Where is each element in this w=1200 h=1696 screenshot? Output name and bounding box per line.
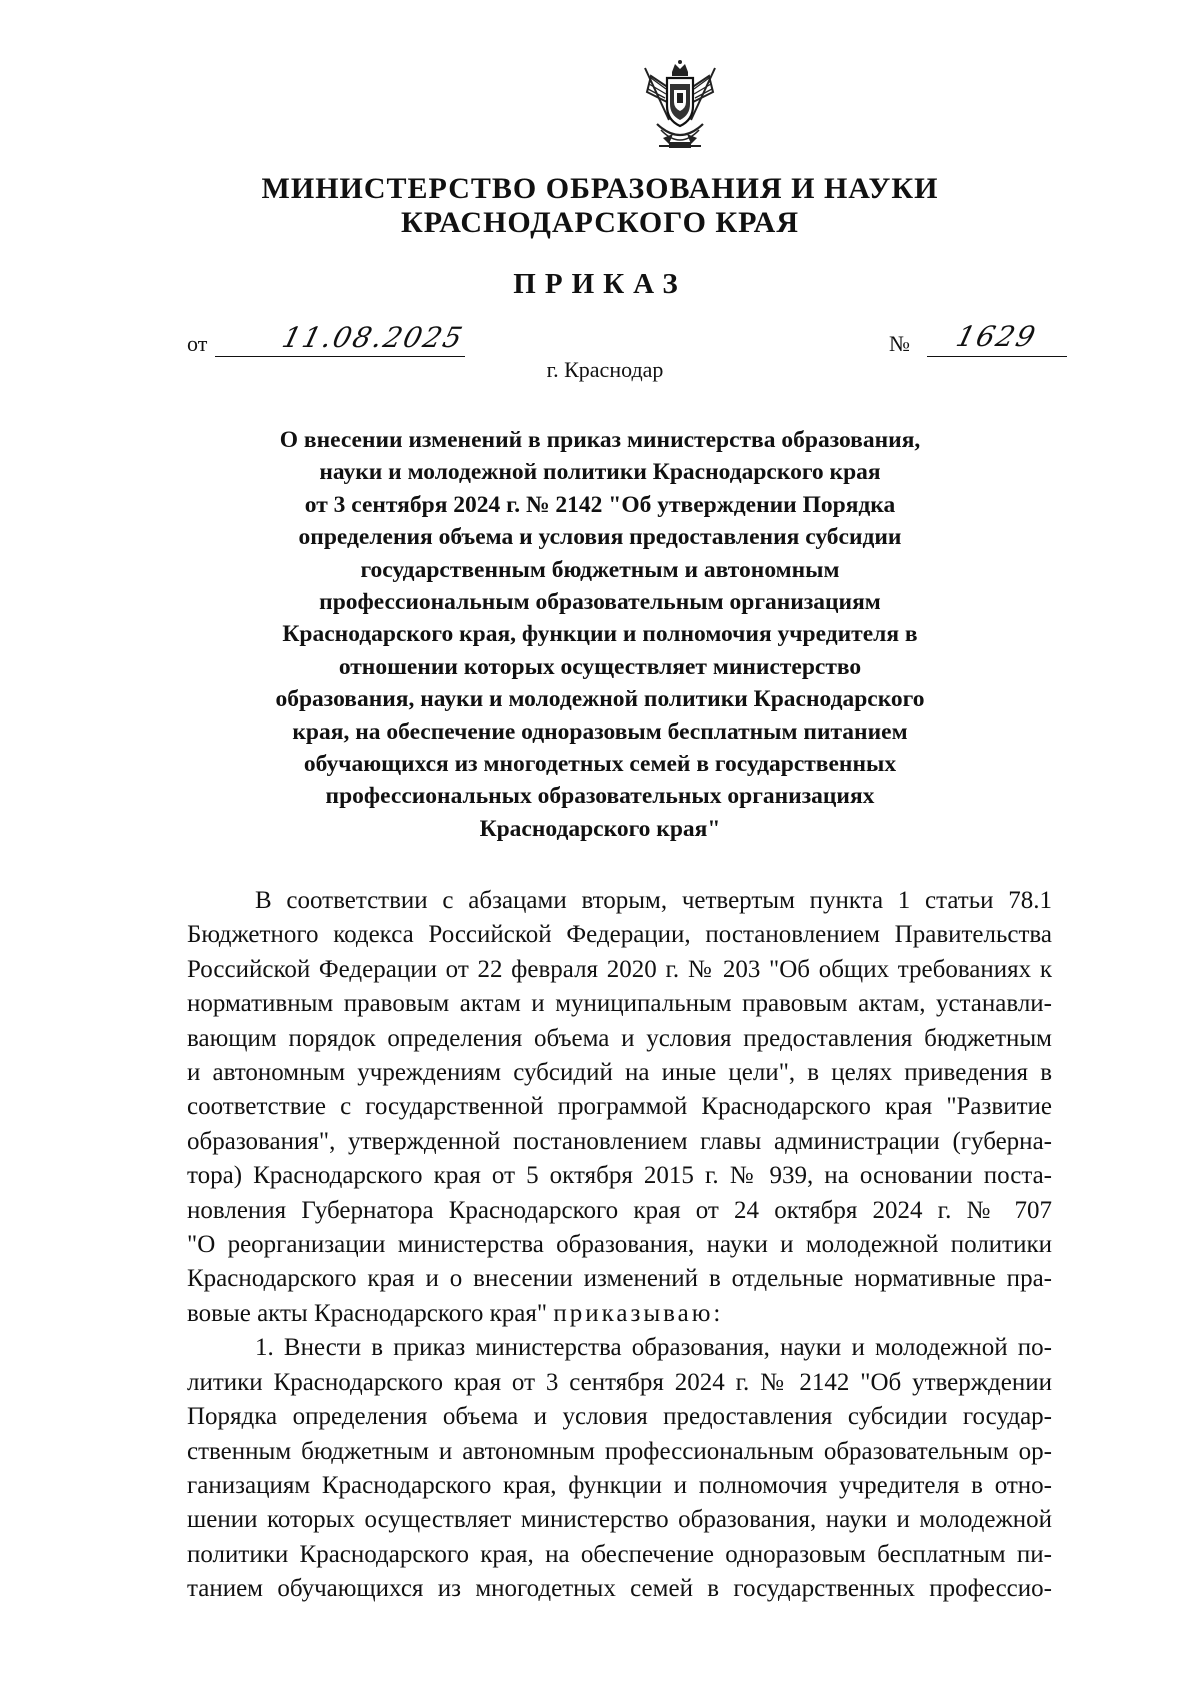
subject-line: науки и молодежной политики Краснодарского края	[319, 459, 881, 486]
subject-line: от 3 сентября 2024 г. № 2142 "Об утверждении Порядка	[304, 491, 896, 518]
preamble-line: Российской Федерации от 22 февраля 2020 г. № 203 "Об общих требованиях к	[187, 955, 1052, 983]
document-body	[187, 884, 1052, 1607]
subject-line: О внесении изменений в приказ министерства образования,	[279, 427, 921, 453]
preamble-line: Бюджетного кодекса Российской Федерации, постановлением Правительства	[187, 921, 1052, 949]
subject-line: отношении которых осуществляет министерство	[338, 653, 862, 680]
number-prefix: №	[889, 331, 910, 356]
item-1-line: танием обучающихся из многодетных семей в государственных профессио-	[187, 1575, 1052, 1603]
ministry-name	[200, 172, 1000, 240]
preamble-last-line	[187, 1297, 1052, 1331]
order-word: приказываю:	[553, 1299, 724, 1327]
subject-line: края, на обеспечение одноразовым бесплатным питанием	[292, 718, 908, 745]
subject-line: профессиональным образовательным организациям	[319, 589, 881, 616]
item-1-line: ственным бюджетным и автономным профессиональным образовательным ор-	[187, 1437, 1052, 1465]
preamble-line: Краснодарского края и о внесении изменений в отдельные нормативные пра-	[187, 1265, 1052, 1293]
preamble-line: нормативным правовым актам и муниципальным правовым актам, устанавли-	[187, 990, 1052, 1018]
preamble-line: тора) Краснодарского края от 5 октября 2015 г. № 939, на основании поста-	[187, 1162, 1052, 1190]
preamble-line: новления Губернатора Краснодарского края от 24 октября 2024 г. № 707	[187, 1196, 1052, 1224]
preamble-line: соответствие с государственной программой Краснодарского края "Развитие	[187, 1093, 1052, 1121]
subject-line: Краснодарского края"	[479, 815, 721, 842]
city-name: г. Краснодар	[546, 357, 664, 382]
preamble-line: "О реорганизации министерства образования, науки и молодежной политики	[187, 1231, 1052, 1259]
number-underline	[927, 356, 1067, 357]
subject-line: определения объема и условия предоставления субсидии	[298, 524, 902, 551]
preamble-last-text: вовые акты Краснодарского края"	[187, 1299, 548, 1327]
subject-line: государственным бюджетным и автономным	[360, 556, 840, 583]
subject-line: Краснодарского края, функции и полномочия учредителя в	[282, 621, 918, 648]
ministry-name-line-1: МИНИСТЕРСТВО ОБРАЗОВАНИЯ И НАУКИ	[261, 172, 939, 205]
item-1-line: 1. Внести в приказ министерства образования, науки и молодежной по-	[255, 1334, 1052, 1362]
item-1-line: политики Краснодарского края, на обеспечение одноразовым бесплатным пи-	[187, 1540, 1052, 1568]
preamble-line: В соответствии с абзацами вторым, четвертым пункта 1 статьи 78.1	[255, 887, 1052, 914]
item-1-line: ганизациям Краснодарского края, функции и полномочия учредителя в отно-	[187, 1471, 1052, 1499]
handwritten-number: 1629	[952, 320, 1041, 353]
subject-line: обучающихся из многодетных семей в государственных	[303, 751, 897, 778]
ministry-name-line-2: КРАСНОДАРСКОГО КРАЯ	[401, 206, 799, 239]
subject-line: профессиональных образовательных организациях	[325, 783, 875, 810]
item-1-line: литики Краснодарского края от 3 сентября 2024 г. № 2142 "Об утверждении	[187, 1368, 1052, 1396]
item-1-line: Порядка определения объема и условия предоставления субсидии государ-	[187, 1403, 1052, 1431]
preamble-line: и автономным учреждениям субсидий на иные цели", в целях приведения в	[187, 1059, 1052, 1087]
document-type-title: ПРИКАЗ	[513, 268, 687, 300]
handwritten-date: 11.08.2025	[278, 321, 468, 354]
preamble-line: вающим порядок определения объема и условия предоставления бюджетным	[187, 1024, 1052, 1052]
item-1-line: шении которых осуществляет министерство образования, науки и молодежной	[187, 1506, 1052, 1534]
coat-of-arms-emblem	[639, 58, 721, 154]
date-prefix: от	[187, 331, 208, 356]
preamble-line: образования", утвержденной постановлением главы администрации (губерна-	[187, 1127, 1052, 1155]
subject-line: образования, науки и молодежной политики Краснодарского	[275, 686, 925, 713]
order-subject-heading	[230, 424, 970, 845]
